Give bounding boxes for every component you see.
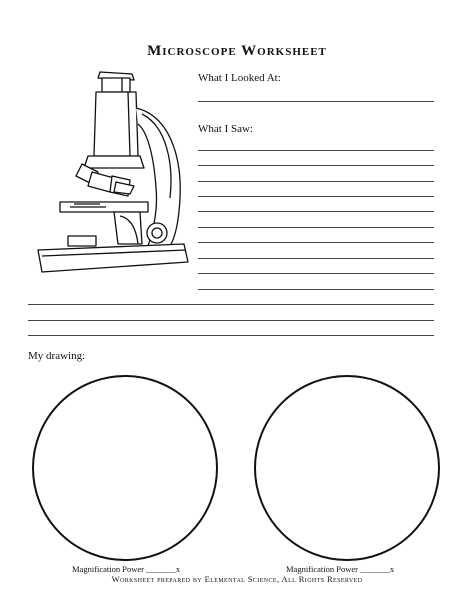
saw-answer-line[interactable] [198,196,434,197]
saw-answer-line[interactable] [198,273,434,274]
copyright-footer: Worksheet prepared by Elemental Science, All Rights Reserved [111,574,363,584]
right-drawing-circle[interactable] [254,375,440,561]
worksheet-title: Microscope Worksheet [147,43,327,59]
left-magnification-power: Magnification Power _______x [72,564,181,574]
saw-answer-line-full[interactable] [28,320,434,321]
saw-answer-line[interactable] [198,227,434,228]
saw-answer-line[interactable] [198,165,434,166]
left-drawing-circle[interactable] [32,375,218,561]
what-i-looked-at-label: What I Looked At: [198,72,281,84]
saw-answer-line[interactable] [198,181,434,182]
my-drawing-label: My drawing: [28,350,86,362]
looked-at-answer-line[interactable] [198,101,434,102]
saw-answer-line[interactable] [198,242,434,243]
microscope-icon [30,68,190,278]
saw-answer-line-full[interactable] [28,304,434,305]
saw-answer-line[interactable] [198,289,434,290]
right-magnification-power: Magnification Power _______x [286,564,395,574]
what-i-saw-label: What I Saw: [198,123,253,135]
saw-answer-line[interactable] [198,258,434,259]
saw-answer-line[interactable] [198,211,434,212]
saw-answer-line[interactable] [198,150,434,151]
saw-answer-line-full[interactable] [28,335,434,336]
